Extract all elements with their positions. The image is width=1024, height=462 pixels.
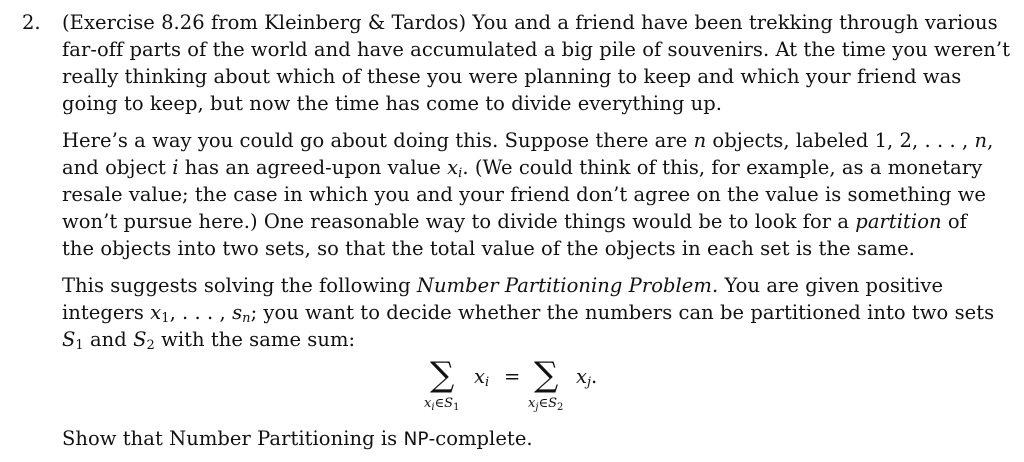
text: You are given positive	[718, 274, 944, 297]
paragraph3-line3	[62, 327, 355, 353]
set-membership: ∈S	[434, 396, 454, 411]
paragraph2-line4	[62, 209, 967, 235]
paragraph1-line3: really thinking about which of these you were planning to keep and which your friend was	[62, 65, 962, 88]
text: won’t pursue here.) One reasonable way to divide things would be to look for a	[62, 210, 856, 233]
math-subscript: 1	[161, 311, 170, 326]
math-x: x	[528, 396, 536, 411]
math-x: x	[424, 396, 432, 411]
math-set-s1: S	[62, 328, 76, 351]
math-subscript: i	[458, 166, 463, 181]
math-subscript: i	[431, 402, 435, 413]
math-n: n	[974, 129, 988, 152]
set-membership: ∈S	[538, 396, 557, 411]
np-label: NP	[403, 429, 429, 450]
closing-instruction	[62, 426, 533, 453]
paragraph2-line5: the objects into two sets, so that the total value of the objects in each set is the same.	[62, 237, 915, 260]
summation-symbol-left: ∑	[430, 355, 455, 395]
text: of	[941, 210, 967, 233]
period: .	[591, 365, 598, 388]
equals-sign: =	[504, 365, 521, 388]
math-subscript: n	[242, 311, 251, 326]
sum-equation	[424, 355, 640, 418]
sum-index-right	[528, 396, 563, 412]
math-x: x	[474, 365, 485, 388]
math-subscript: j	[587, 375, 592, 390]
text: ,	[987, 129, 994, 152]
math-x: x	[447, 156, 459, 179]
math-s: s	[232, 301, 243, 324]
problem-number: 2.	[22, 11, 41, 34]
math-x: x	[576, 365, 587, 388]
text: -complete.	[428, 427, 533, 450]
text: and object	[62, 156, 173, 179]
paragraph1-line2: far-off parts of the world and have accumulated a big pile of souvenirs. At the time you weren’t	[62, 38, 1011, 61]
math-x: x	[150, 301, 162, 324]
paragraph3-line2	[62, 300, 994, 326]
summation-symbol-right: ∑	[534, 355, 559, 395]
text: Show that Number Partitioning is	[62, 427, 404, 450]
paragraph1-line1: (Exercise 8.26 from Kleinberg & Tardos) You and a friend have been trekking through various	[62, 11, 998, 34]
text: and	[83, 328, 134, 351]
text: integers	[62, 301, 151, 324]
paragraph2-line2	[62, 155, 982, 181]
math-subscript: 2	[556, 402, 564, 413]
text: with the same sum:	[154, 328, 356, 351]
math-subscript: j	[535, 402, 539, 413]
math-set-s2: S	[133, 328, 147, 351]
math-n: n	[693, 129, 707, 152]
text: objects, labeled 1, 2, . . . ,	[706, 129, 975, 152]
sum-index-left	[424, 396, 459, 412]
text: has an agreed-upon value	[178, 156, 448, 179]
math-subscript: 1	[453, 402, 460, 413]
text: This suggests solving the following	[62, 274, 417, 297]
math-i: i	[172, 156, 179, 179]
math-subscript: 1	[75, 338, 84, 353]
text: . (We could think of this, for example, as a monetary	[462, 156, 983, 179]
math-subscript: i	[485, 375, 490, 390]
emphasis-problem-name: Number Partitioning Problem.	[416, 274, 719, 297]
paragraph2-line3: resale value; the case in which you and your friend don’t agree on the value is something we	[62, 183, 987, 206]
math-subscript: 2	[146, 338, 155, 353]
equation-rhs	[576, 364, 597, 390]
paragraph1-line4: going to keep, but now the time has come to divide everything up.	[62, 92, 722, 115]
text: ; you want to decide whether the numbers can be partitioned into two sets	[250, 301, 995, 324]
paragraph3-line1	[62, 273, 943, 299]
equation-lhs	[474, 364, 489, 390]
text: Here’s a way you could go about doing this. Suppose there are	[62, 129, 694, 152]
emphasis-partition: partition	[855, 210, 942, 233]
text: , . . . ,	[169, 301, 233, 324]
paragraph2-line1	[62, 128, 993, 154]
